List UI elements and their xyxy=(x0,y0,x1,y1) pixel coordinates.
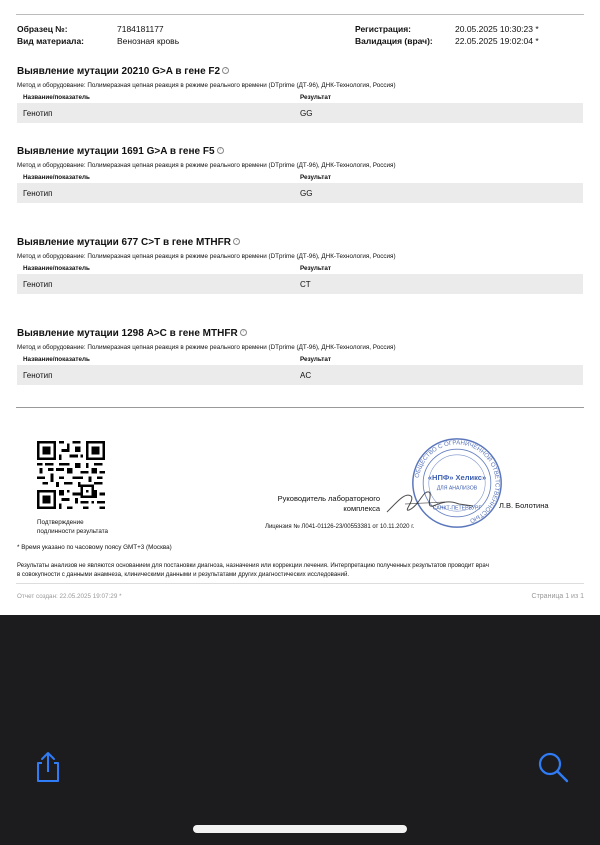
report-created: Отчет создан: 22.05.2025 19:07:29 * xyxy=(17,593,122,600)
column-header-name: Название/показатель xyxy=(23,94,90,101)
license-text: Лицензия № Л041-01126-23/00553381 от 10.11.2020 г. xyxy=(265,524,415,530)
signer-position-line-2: комплекса xyxy=(343,504,380,513)
handwritten-signature xyxy=(385,482,475,522)
column-header-result: Результат xyxy=(300,174,331,181)
registration-label: Регистрация: xyxy=(355,24,412,34)
signer-name: Л.В. Болотина xyxy=(499,501,549,510)
section-title: Выявление мутации 677 C>T в гене MTHFR xyxy=(17,237,231,248)
validation-label: Валидация (врач): xyxy=(355,36,433,46)
stamp-center-text: «НПФ» Хеликс» xyxy=(427,473,487,483)
table-row xyxy=(17,103,583,123)
table-header xyxy=(17,172,583,182)
row-result: AC xyxy=(300,371,312,380)
row-result: GG xyxy=(300,189,313,198)
mutation-section-mthfr-1298 xyxy=(17,328,583,385)
results-divider xyxy=(16,407,584,408)
row-result: CT xyxy=(300,280,311,289)
page-number: Страница 1 из 1 xyxy=(531,593,584,600)
timezone-note: * Время указано по часовому поясу GMT+3 (Москва) xyxy=(17,544,172,551)
column-header-result: Результат xyxy=(300,356,331,363)
mutation-section-mthfr-677 xyxy=(17,237,583,294)
help-icon[interactable]: ? xyxy=(240,329,247,336)
row-name: Генотип xyxy=(23,371,53,380)
stamp-bottom-text: САНКТ-ПЕТЕРБУРГ xyxy=(432,505,482,512)
table-header xyxy=(17,354,583,364)
qr-caption-line-1: Подтверждение xyxy=(37,519,84,526)
table-row xyxy=(17,365,583,385)
row-name: Генотип xyxy=(23,189,53,198)
search-icon[interactable] xyxy=(535,749,571,785)
share-icon[interactable] xyxy=(30,749,66,785)
disclaimer-line-1: Результаты анализов не являются основанием для постановки диагноза, назначения или коррекции лечения. Интерпретацию полученных результатов проводит врач xyxy=(17,562,489,569)
stamp-center-text-2: ДЛЯ АНАЛИЗОВ xyxy=(436,485,478,492)
help-icon[interactable]: ? xyxy=(222,67,229,74)
top-divider xyxy=(16,14,584,15)
material-value: Венозная кровь xyxy=(117,36,180,46)
signer-position-line-1: Руководитель лабораторного xyxy=(277,494,380,503)
section-title: Выявление мутации 1298 A>C в гене MTHFR xyxy=(17,328,238,339)
registration-value: 20.05.2025 10:30:23 * xyxy=(455,24,539,34)
qr-caption-line-2: подлинности результата xyxy=(37,528,109,535)
row-name: Генотип xyxy=(23,280,53,289)
footer-divider xyxy=(16,583,584,584)
method-text: Метод и оборудование: Полимеразная цепная реакция в режиме реального времени (DTprime (ДТ-96), ДНК-Технология, Россия) xyxy=(17,253,396,260)
mutation-section-f5 xyxy=(17,146,583,203)
section-title: Выявление мутации 20210 G>A в гене F2 xyxy=(17,66,221,77)
section-title: Выявление мутации 1691 G>A в гене F5 xyxy=(17,146,215,157)
material-label: Вид материала: xyxy=(17,36,85,46)
qr-caption xyxy=(37,518,108,536)
help-icon[interactable]: ? xyxy=(233,238,240,245)
column-header-name: Название/показатель xyxy=(23,356,90,363)
table-header xyxy=(17,263,583,273)
column-header-name: Название/показатель xyxy=(23,174,90,181)
column-header-result: Результат xyxy=(300,265,331,272)
validation-value: 22.05.2025 19:02:04 * xyxy=(455,36,539,46)
disclaimer-line-2: в совокупности с данными анамнеза, клиническими данными и результатами других диагностических исследований. xyxy=(17,571,350,578)
table-row xyxy=(17,183,583,203)
method-text: Метод и оборудование: Полимеразная цепная реакция в режиме реального времени (DTprime (ДТ-96), ДНК-Технология, Россия) xyxy=(17,162,396,169)
stamp-outer-text: ОБЩЕСТВО С ОГРАНИЧЕННОЙ ОТВЕТСТВЕННОСТЬЮ xyxy=(413,439,501,525)
qr-code-icon[interactable] xyxy=(37,441,105,509)
sample-value: 7184181177 xyxy=(117,24,164,34)
sample-info xyxy=(17,23,179,47)
column-header-name: Название/показатель xyxy=(23,265,90,272)
signer-position xyxy=(262,494,380,514)
sample-label: Образец №: xyxy=(17,24,68,34)
dates-info xyxy=(355,23,539,47)
help-icon[interactable]: ? xyxy=(217,147,224,154)
table-row xyxy=(17,274,583,294)
disclaimer xyxy=(17,561,587,579)
row-name: Генотип xyxy=(23,109,53,118)
column-header-result: Результат xyxy=(300,94,331,101)
mutation-section-f2 xyxy=(17,66,583,123)
home-indicator[interactable] xyxy=(193,825,407,833)
table-header xyxy=(17,92,583,102)
method-text: Метод и оборудование: Полимеразная цепная реакция в режиме реального времени (DTprime (ДТ-96), ДНК-Технология, Россия) xyxy=(17,344,396,351)
method-text: Метод и оборудование: Полимеразная цепная реакция в режиме реального времени (DTprime (ДТ-96), ДНК-Технология, Россия) xyxy=(17,82,396,89)
row-result: GG xyxy=(300,109,313,118)
